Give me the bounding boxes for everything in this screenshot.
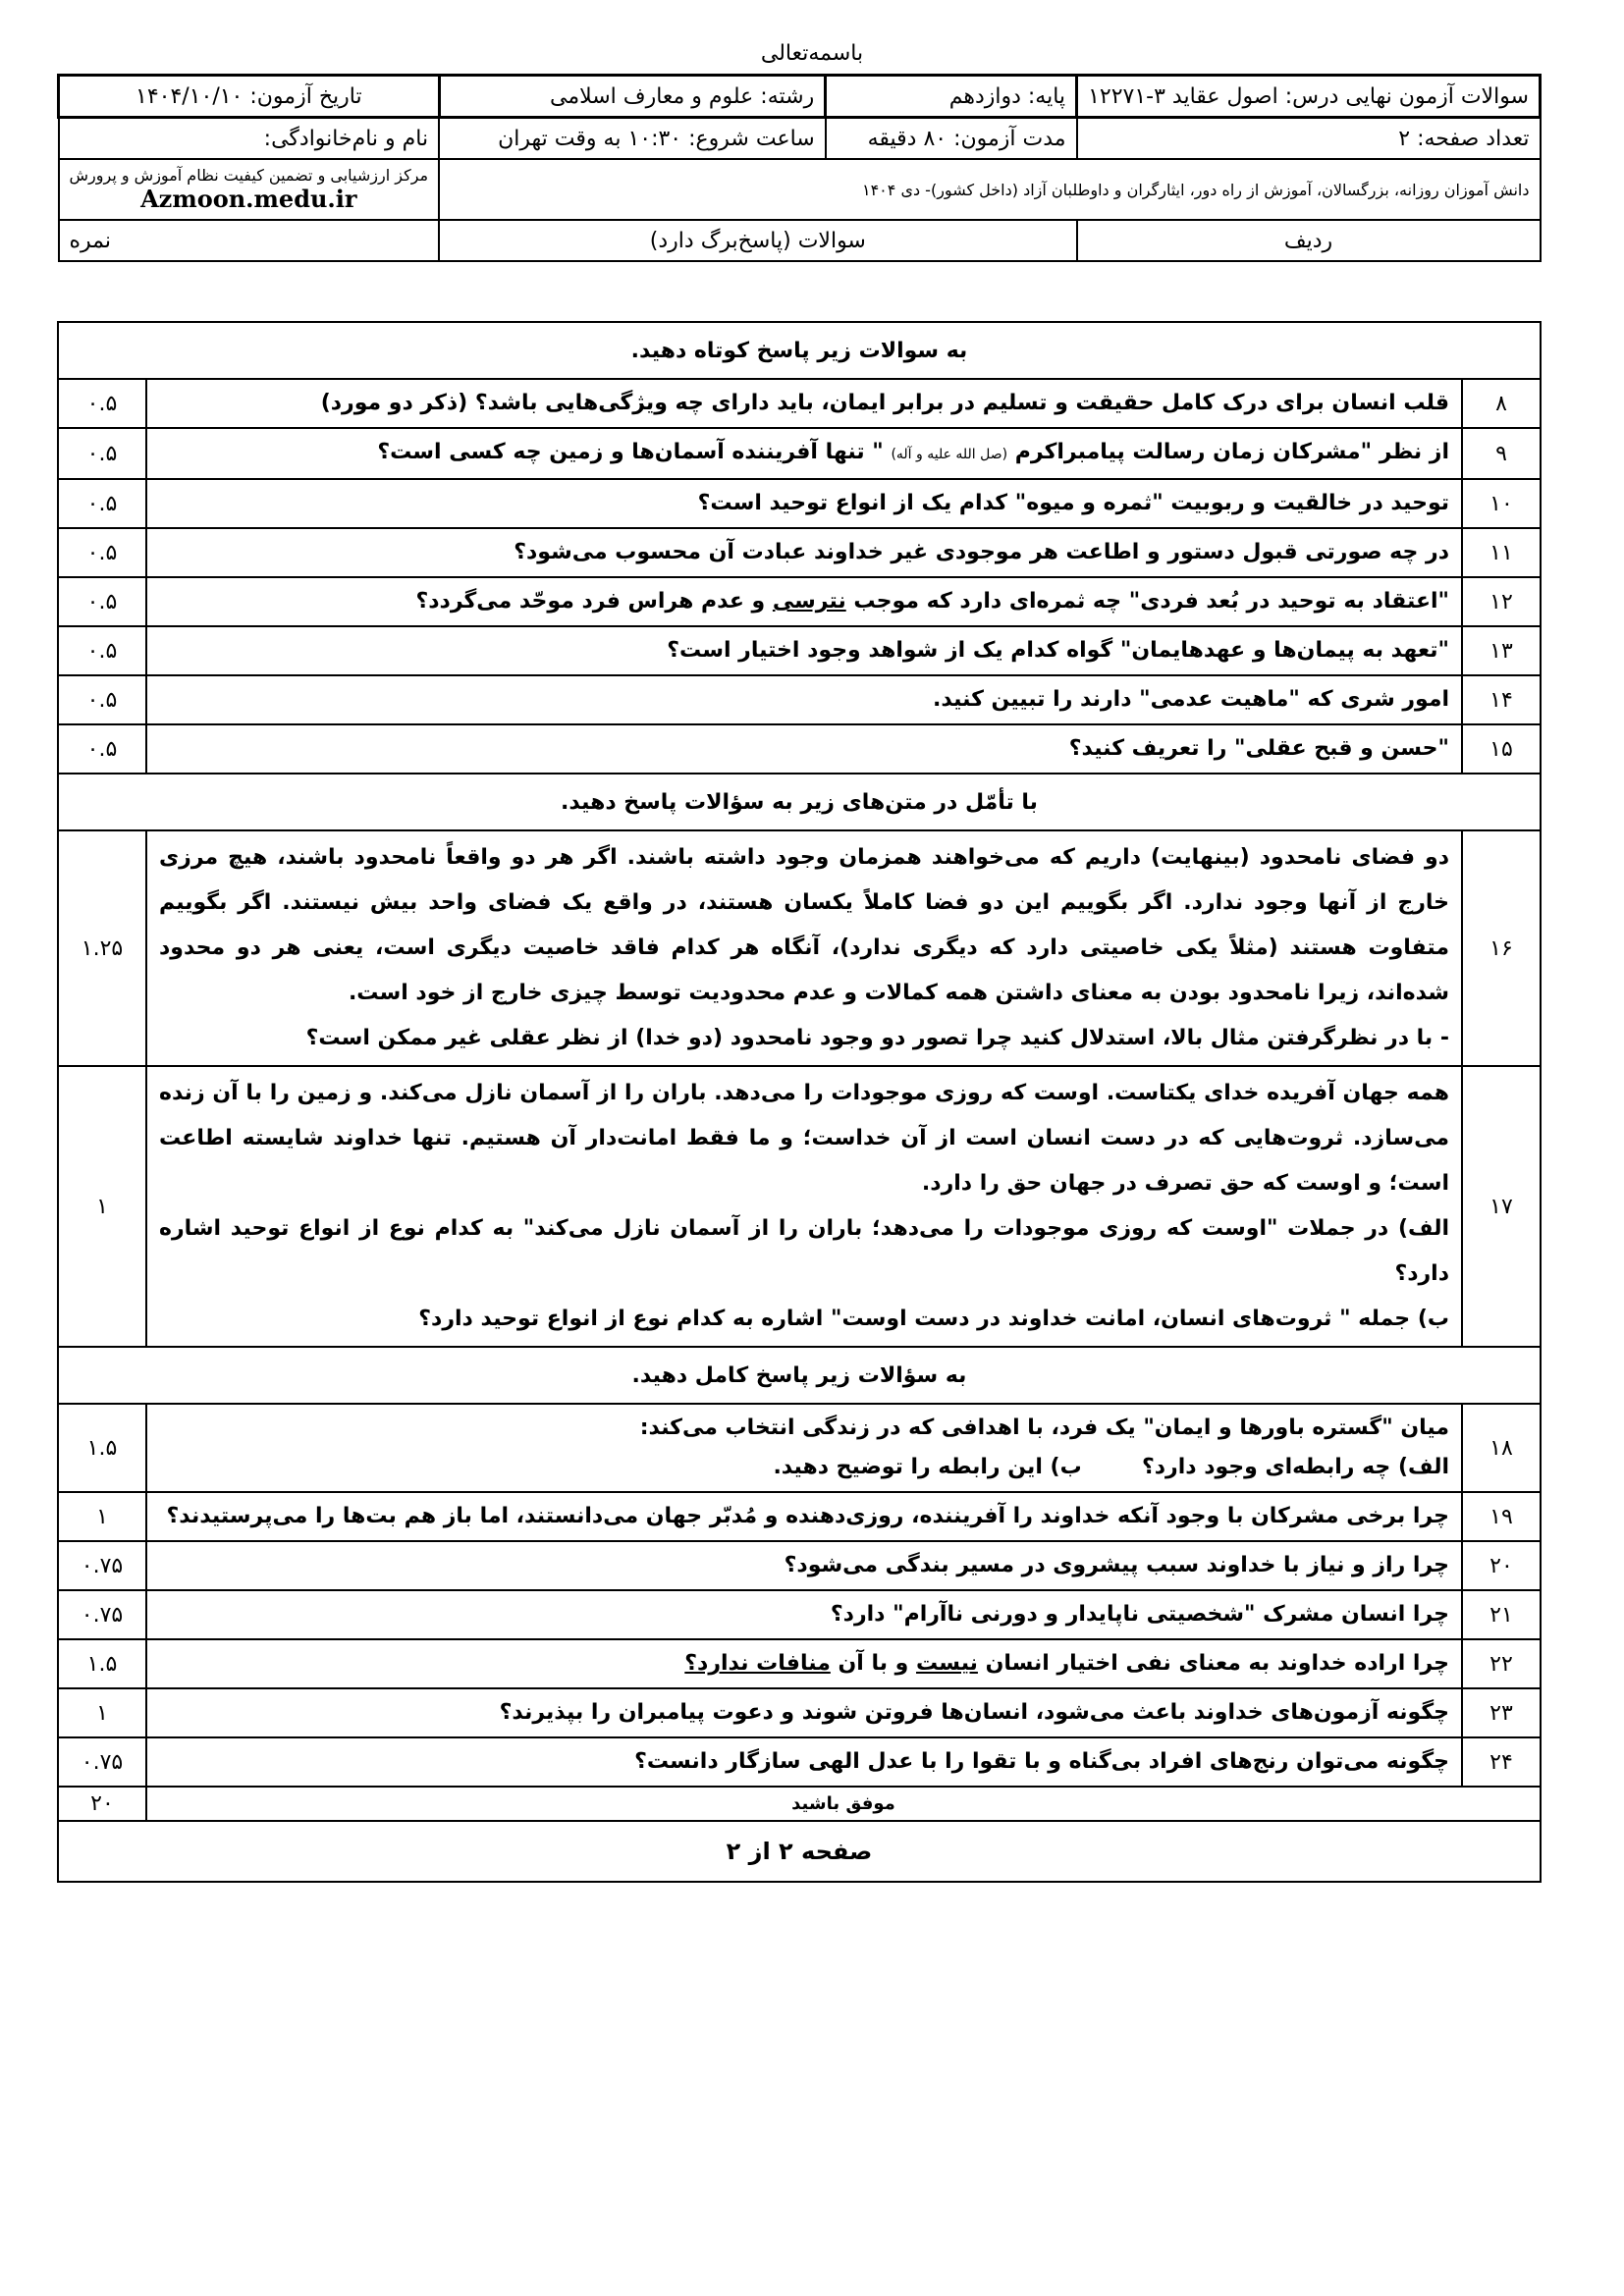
question-text: قلب انسان برای درک کامل حقیقت و تسلیم در برابر ایمان، باید دارای چه ویژگی‌هایی باشد؟ (ذکر دو مورد) <box>146 379 1462 428</box>
question-score: ۰.۷۵ <box>58 1737 146 1787</box>
q12-part-c: و عدم هراس فرد موحّد می‌گردد؟ <box>415 589 766 614</box>
q16-passage: دو فضای نامحدود (بینهایت) داریم که می‌خواهند همزمان وجود داشته باشند. اگر هر دو واقعاً نامحدود باشند، هیچ مرزی خارج از آنها وجود ندارد. اگر بگوییم این دو فضا کاملاً یکسان هستند، در واقع یک فضای واحد بیش نیستند. اگر بگوییم متفاوت هستند (مثلاً یکی خاصیتی دارد که دیگری ندارد)، آنگاه هر کدام فاقد خاصیت دیگری است، یعنی هر دو محدود شده‌اند، زیرا نامحدود بودن به معنای داشتن همه کمالات و عدم محدودیت توسط چیزی خارج از خود است. <box>159 845 1449 1005</box>
question-text: چرا انسان مشرک "شخصیتی ناپایدار و دورنی ناآرام" دارد؟ <box>146 1590 1462 1639</box>
question-row <box>58 1066 1541 1347</box>
question-score: ۰.۵ <box>58 379 146 428</box>
part-a-label: الف) <box>1397 1216 1449 1241</box>
question-row <box>58 1737 1541 1787</box>
question-text: در چه صورتی قبول دستور و اطاعت هر موجودی غیر خداوند عبادت آن محسوب می‌شود؟ <box>146 528 1462 577</box>
invocation: باسمه‌تعالی <box>760 41 864 66</box>
question-number: ۲۰ <box>1462 1541 1541 1590</box>
question-number: ۱۴ <box>1462 675 1541 724</box>
question-row <box>58 1541 1541 1590</box>
q22-underlined-1: نیست <box>916 1651 978 1676</box>
question-text: چگونه آزمون‌های خداوند باعث می‌شود، انسان‌ها فروتن شوند و دعوت پیامبران را بپذیرند؟ <box>146 1688 1462 1737</box>
question-number: ۲۴ <box>1462 1737 1541 1787</box>
q17-part-b <box>159 1297 1449 1342</box>
part-a-label: الف) <box>1397 1455 1449 1479</box>
total-score: ۲۰ <box>58 1787 146 1821</box>
center-name: مرکز ارزشیابی و تضمین کیفیت نظام آموزش و پرورش <box>69 166 429 185</box>
part-a-text: در جملات "اوست که روزی موجودات را می‌دهد؛ باران را از آسمان نازل می‌کند" به کدام نوع از انواع توحید اشاره دارد؟ <box>159 1216 1449 1286</box>
question-row <box>58 528 1541 577</box>
q9-honorific: (صل الله علیه و آله) <box>891 447 1008 462</box>
question-score: ۰.۵ <box>58 428 146 479</box>
question-text: توحید در خالقیت و ربوبیت "ثمره و میوه" کدام یک از انواع توحید است؟ <box>146 479 1462 528</box>
question-text: "تعهد به پیمان‌ها و عهدهایمان" گواه کدام یک از شواهد وجود اختیار است؟ <box>146 626 1462 675</box>
q18-stem: میان "گستره باورها و ایمان" یک فرد، با اهدافی که در زندگی انتخاب می‌کند: <box>639 1415 1449 1440</box>
question-text <box>146 830 1462 1066</box>
questions-table <box>57 321 1542 1883</box>
q22-part-c: و با آن <box>838 1651 909 1676</box>
duration: مدت آزمون: ۸۰ دقیقه <box>826 118 1077 160</box>
question-text: امور شری که "ماهیت عدمی" دارند را تبیین کنید. <box>146 675 1462 724</box>
start-time: ساعت شروع: ۱۰:۳۰ به وقت تهران <box>439 118 826 160</box>
question-text <box>146 577 1462 626</box>
total-row <box>58 1787 1541 1821</box>
website: Azmoon.medu.ir <box>140 185 357 213</box>
exam-date: تاریخ آزمون: ۱۴۰۴/۱۰/۱۰ <box>59 76 440 118</box>
question-number: ۱۶ <box>1462 830 1541 1066</box>
question-text <box>146 1639 1462 1688</box>
name-label: نام و نام‌خانوادگی: <box>59 118 440 160</box>
q18-parts <box>159 1448 1449 1487</box>
section-texts: با تأمّل در متن‌های زیر به سؤالات پاسخ دهید. <box>58 774 1541 830</box>
question-number: ۱۸ <box>1462 1404 1541 1492</box>
question-row <box>58 577 1541 626</box>
col-score: نمره <box>59 220 440 261</box>
part-b-label: ب) <box>1050 1455 1082 1479</box>
section-full: به سؤالات زیر پاسخ کامل دهید. <box>58 1347 1541 1404</box>
center-info <box>59 159 440 220</box>
q12-underlined: نترسی <box>772 589 846 614</box>
question-score: ۱.۵ <box>58 1639 146 1688</box>
page-number: صفحه ۲ از ۲ <box>58 1821 1541 1882</box>
question-row <box>58 830 1541 1066</box>
question-number: ۱۱ <box>1462 528 1541 577</box>
field: رشته: علوم و معارف اسلامی <box>439 76 826 118</box>
question-number: ۲۲ <box>1462 1639 1541 1688</box>
question-score: ۱ <box>58 1066 146 1347</box>
students-info: دانش آموزان روزانه، بزرگسالان، آموزش از راه دور، ایثارگران و داوطلبان آزاد (داخل کشور)- دی ۱۴۰۴ <box>439 159 1540 220</box>
q16-question: - با در نظرگرفتن مثال بالا، استدلال کنید چرا تصور دو وجود نامحدود (دو خدا) از نظر عقلی غیر ممکن است؟ <box>305 1026 1449 1050</box>
part-b-label: ب) <box>1417 1307 1449 1331</box>
question-row <box>58 1639 1541 1688</box>
question-score: ۰.۷۵ <box>58 1590 146 1639</box>
question-row <box>58 479 1541 528</box>
part-a-text: چه رابطه‌ای وجود دارد؟ <box>1141 1455 1391 1479</box>
question-number: ۲۱ <box>1462 1590 1541 1639</box>
question-text: چرا برخی مشرکان با وجود آنکه خداوند را آفریننده، روزی‌دهنده و مُدبّر جهان می‌دانستند، اما باز هم بت‌ها را می‌پرستیدند؟ <box>146 1492 1462 1541</box>
q17-part-a <box>159 1206 1449 1297</box>
question-text: چگونه می‌توان رنج‌های افراد بی‌گناه و با تقوا را با عدل الهی سازگار دانست؟ <box>146 1737 1462 1787</box>
col-questions: سوالات (پاسخ‌برگ دارد) <box>439 220 1076 261</box>
question-score: ۱.۵ <box>58 1404 146 1492</box>
question-text: "حسن و قبح عقلی" را تعریف کنید؟ <box>146 724 1462 774</box>
question-row <box>58 379 1541 428</box>
question-number: ۱۰ <box>1462 479 1541 528</box>
question-number: ۸ <box>1462 379 1541 428</box>
part-b-text: این رابطه را توضیح دهید. <box>773 1455 1043 1479</box>
question-number: ۲۳ <box>1462 1688 1541 1737</box>
question-row <box>58 428 1541 479</box>
question-number: ۱۳ <box>1462 626 1541 675</box>
good-luck: موفق باشید <box>146 1787 1541 1821</box>
question-text <box>146 428 1462 479</box>
question-score: ۰.۵ <box>58 479 146 528</box>
question-row <box>58 675 1541 724</box>
question-number: ۱۲ <box>1462 577 1541 626</box>
question-number: ۱۹ <box>1462 1492 1541 1541</box>
question-score: ۰.۵ <box>58 675 146 724</box>
q12-part-a: "اعتقاد به توحید در بُعد فردی" چه ثمره‌ای دارد که موجب <box>853 589 1449 614</box>
question-score: ۰.۵ <box>58 577 146 626</box>
col-row: ردیف <box>1077 220 1541 261</box>
question-score: ۰.۵ <box>58 724 146 774</box>
question-row <box>58 1492 1541 1541</box>
q9-part-c: " تنها آفریننده آسمان‌ها و زمین چه کسی است؟ <box>377 440 884 464</box>
section-short: به سوالات زیر پاسخ کوتاه دهید. <box>58 322 1541 379</box>
question-score: ۰.۷۵ <box>58 1541 146 1590</box>
question-score: ۱ <box>58 1492 146 1541</box>
q22-part-a: چرا اراده خداوند به معنای نفی اختیار انسان <box>985 1651 1449 1676</box>
part-b-text: جمله " ثروت‌های انسان، امانت خداوند در دست اوست" اشاره به کدام نوع از انواع توحید دارد؟ <box>418 1307 1411 1331</box>
question-number: ۹ <box>1462 428 1541 479</box>
question-row <box>58 1688 1541 1737</box>
question-score: ۱ <box>58 1688 146 1737</box>
q22-underlined-2: منافات ندارد؟ <box>684 1651 831 1676</box>
question-text <box>146 1404 1462 1492</box>
question-row <box>58 1404 1541 1492</box>
question-score: ۰.۵ <box>58 626 146 675</box>
exam-header <box>57 74 1542 262</box>
question-score: ۱.۲۵ <box>58 830 146 1066</box>
page-count: تعداد صفحه: ۲ <box>1077 118 1541 160</box>
question-score: ۰.۵ <box>58 528 146 577</box>
question-row <box>58 1590 1541 1639</box>
question-text <box>146 1066 1462 1347</box>
question-row <box>58 626 1541 675</box>
exam-title: سوالات آزمون نهایی درس: اصول عقاید ۳-۱۲۲۷۱ <box>1077 76 1541 118</box>
question-row <box>58 724 1541 774</box>
q17-passage: همه جهان آفریده خدای یکتاست. اوست که روزی موجودات را می‌دهد. باران را از آسمان نازل می‌کند. و زمین را با آن زنده می‌سازد. ثروت‌هایی که در دست انسان است از آن خداست؛ و ما فقط امانت‌دار آن هستیم. تنها خداوند شایسته اطاعت است؛ و اوست که حق تصرف در جهان حق را دارد. <box>159 1081 1449 1196</box>
question-number: ۱۷ <box>1462 1066 1541 1347</box>
question-number: ۱۵ <box>1462 724 1541 774</box>
question-text: چرا راز و نیاز با خداوند سبب پیشروی در مسیر بندگی می‌شود؟ <box>146 1541 1462 1590</box>
q9-part-a: از نظر "مشرکان زمان رسالت پیامبراکرم <box>1014 440 1449 464</box>
grade: پایه: دوازدهم <box>826 76 1077 118</box>
